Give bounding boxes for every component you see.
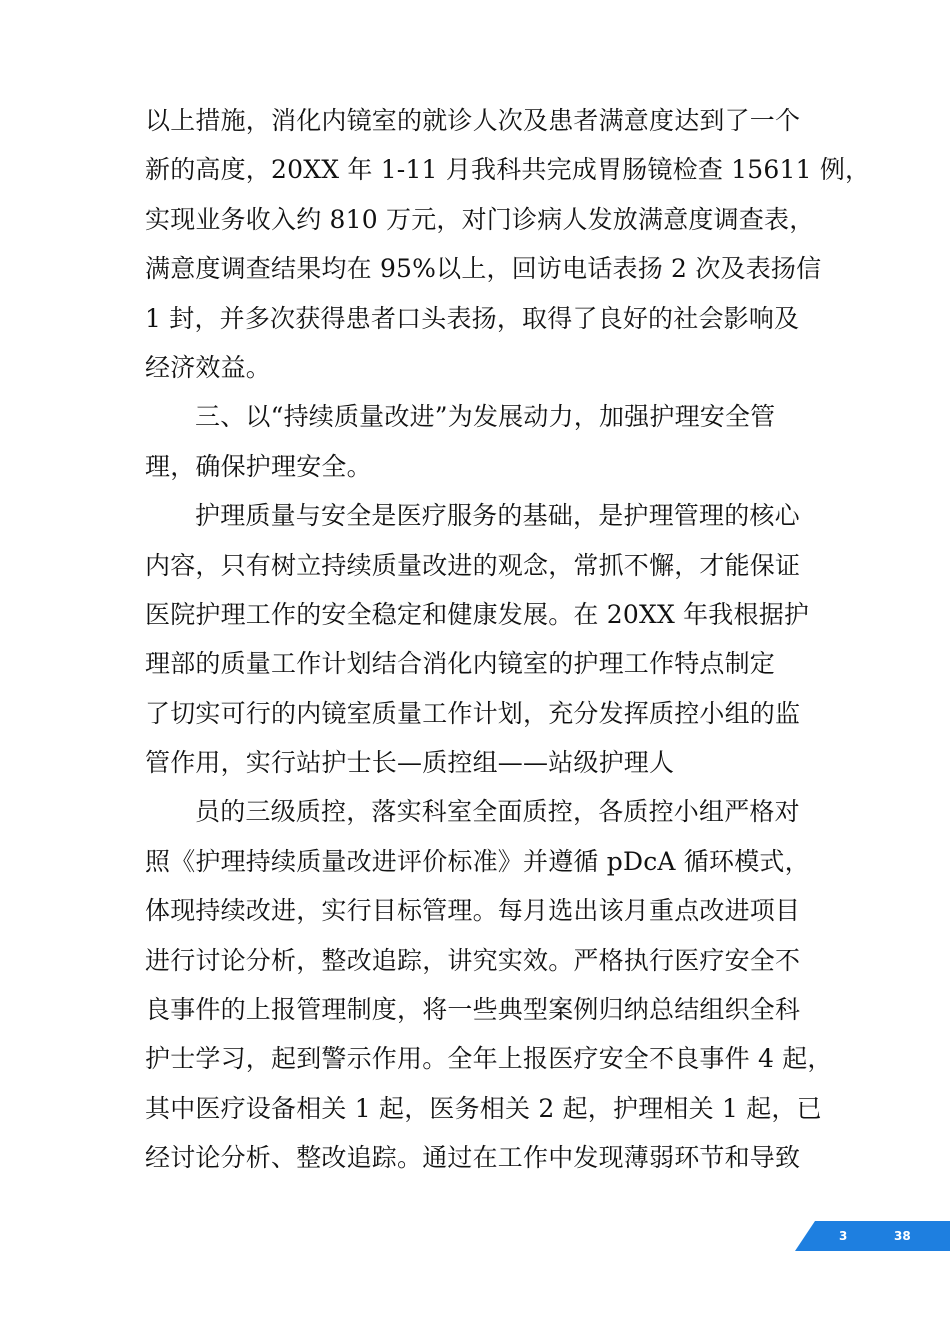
text-line: 员的三级质控，落实科室全面质控，各质控小组严格对 [195, 797, 800, 827]
document-body [145, 96, 871, 1183]
text-line: 实现业务收入约 810 万元，对门诊病人发放满意度调查表， [145, 204, 815, 234]
text-line: 体现持续改进，实行目标管理。每月选出该月重点改进项目 [145, 896, 801, 926]
page-number-badge [795, 1221, 950, 1251]
total-pages-number: 38 [894, 1229, 911, 1243]
text-line: 理部的质量工作计划结合消化内镜室的护理工作特点制定 [145, 649, 776, 679]
text-line: 进行讨论分析，整改追踪，讲究实效。严格执行医疗安全不 [145, 945, 801, 975]
text-line: 照《护理持续质量改进评价标准》并遵循 pDcA 循环模式， [145, 846, 810, 876]
text-line: 三、以“持续质量改进”为发展动力，加强护理安全管 [195, 402, 776, 432]
text-line: 经济效益。 [145, 352, 272, 382]
text-line: 管作用，实行站护士长—质控组——站级护理人 [145, 748, 675, 778]
text-line: 满意度调查结果均在 95%以上，回访电话表扬 2 次及表扬信 [145, 254, 822, 284]
current-page-number: 3 [839, 1229, 848, 1243]
text-line: 其中医疗设备相关 1 起，医务相关 2 起，护理相关 1 起，已 [145, 1093, 822, 1123]
text-line: 良事件的上报管理制度，将一些典型案例归纳总结组织全科 [145, 995, 801, 1025]
text-line: 以上措施，消化内镜室的就诊人次及患者满意度达到了一个 [145, 106, 801, 135]
text-line: 理，确保护理安全。 [145, 451, 372, 481]
text-line: 内容，只有树立持续质量改进的观念，常抓不懈，才能保证 [145, 550, 801, 580]
text-line: 护士学习，起到警示作用。全年上报医疗安全不良事件 4 起， [145, 1044, 833, 1074]
page-badge-shape [795, 1221, 950, 1251]
text-line: 医院护理工作的安全稳定和健康发展。在 20XX 年我根据护 [145, 599, 810, 629]
text-line: 了切实可行的内镜室质量工作计划，充分发挥质控小组的监 [145, 698, 801, 728]
text-line: 护理质量与安全是医疗服务的基础，是护理管理的核心 [195, 501, 800, 531]
text-line: 新的高度，20XX 年 1-11 月我科共完成胃肠镜检查 15611 例， [145, 155, 871, 185]
text-line: 1 封，并多次获得患者口头表扬，取得了良好的社会影响及 [145, 303, 800, 333]
text-line: 经讨论分析、整改追踪。通过在工作中发现薄弱环节和导致 [145, 1143, 801, 1173]
